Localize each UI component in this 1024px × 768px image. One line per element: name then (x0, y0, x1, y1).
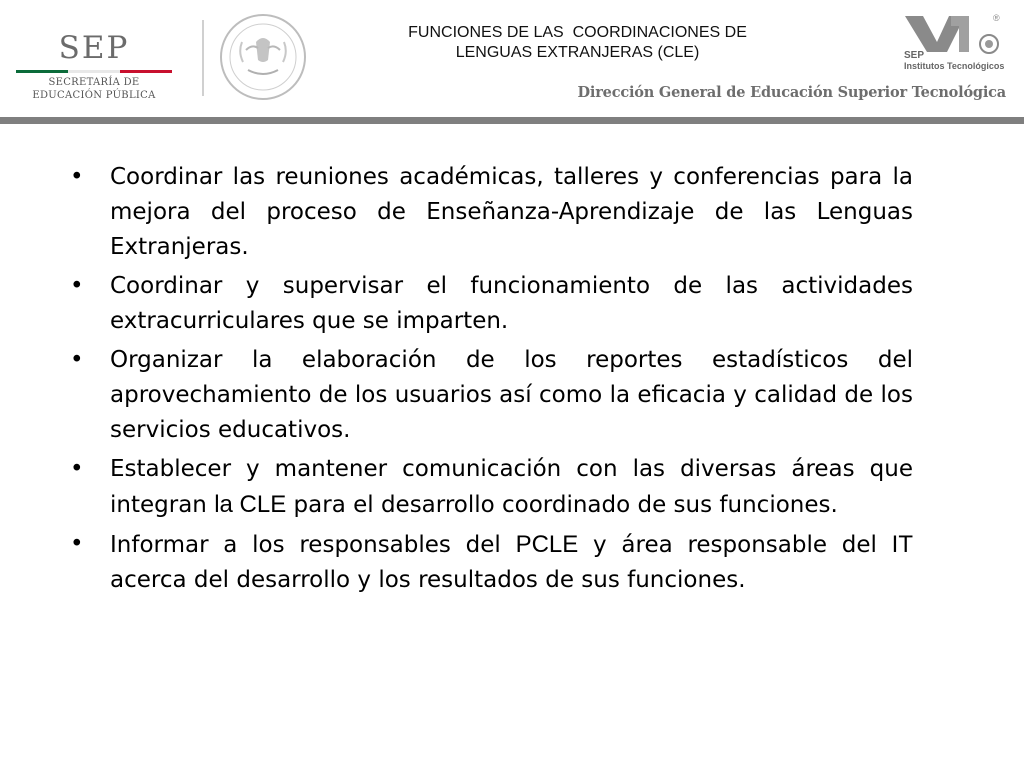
sep-logo (14, 30, 174, 105)
sep-logo-line1: SECRETARÍA DE (48, 77, 140, 88)
list-item (70, 452, 913, 523)
highlight-it: IT (891, 531, 913, 558)
list-item (70, 343, 913, 448)
list-item-text (110, 456, 913, 518)
bullet-icon: • (70, 273, 84, 299)
bullet-icon: • (70, 347, 84, 373)
list-item (70, 160, 913, 265)
list-item-text-part: Establecer y mantener comunicación con las diversas áreas que integran (110, 456, 913, 518)
sep-logo-stripe (16, 70, 172, 73)
slide-header (0, 0, 1024, 118)
list-item-text-part: acerca del desarrollo y los resultados de sus funciones. (110, 567, 746, 593)
list-item (70, 527, 913, 598)
slide-content (70, 160, 913, 602)
registered-mark: ® (993, 13, 1000, 23)
sep-logo-word: SEP (58, 30, 130, 66)
header-divider (202, 20, 204, 96)
header-bar (0, 117, 1024, 124)
bullet-icon: • (70, 456, 84, 482)
list-item (70, 269, 913, 339)
list-item-text-part: y área responsable del (578, 532, 892, 558)
list-item-text: Coordinar y supervisar el funcionamiento de las actividades extracurriculares que se imparten. (110, 273, 913, 334)
list-item-text (110, 532, 913, 593)
slide-title (330, 23, 825, 63)
it-logo-institutes: Institutos Tecnológicos (904, 61, 1005, 71)
list-item-text: Organizar la elaboración de los reportes estadísticos del aprovechamiento de los usuarios así como la eficacia y calidad de los servicios educativos. (110, 347, 913, 443)
highlight-cle: la CLE (214, 491, 287, 518)
it-logo-sep: SEP (904, 50, 925, 61)
slide-title-line1: FUNCIONES DE LAS COORDINACIONES DE (408, 24, 747, 41)
bullet-icon: • (70, 164, 84, 190)
bullet-icon: • (70, 531, 84, 557)
list-item-text-part: para el desarrollo coordinado de sus funciones. (286, 492, 838, 518)
list-item-text-part: Informar a los responsables del (110, 532, 516, 558)
bullet-list (70, 160, 913, 598)
header-subtitle: Dirección General de Educación Superior Tecnológica (577, 84, 1006, 101)
sep-logo-line2: EDUCACIÓN PÚBLICA (32, 90, 156, 101)
list-item-text: Coordinar las reuniones académicas, talleres y conferencias para la mejora del proceso de Enseñanza-Aprendizaje de las Lenguas Extranjeras. (110, 164, 913, 260)
slide-title-line2: LENGUAS EXTRANJERAS (CLE) (455, 44, 700, 61)
escudo-nacional-icon (218, 12, 308, 102)
highlight-pcle: PCLE (515, 531, 579, 558)
